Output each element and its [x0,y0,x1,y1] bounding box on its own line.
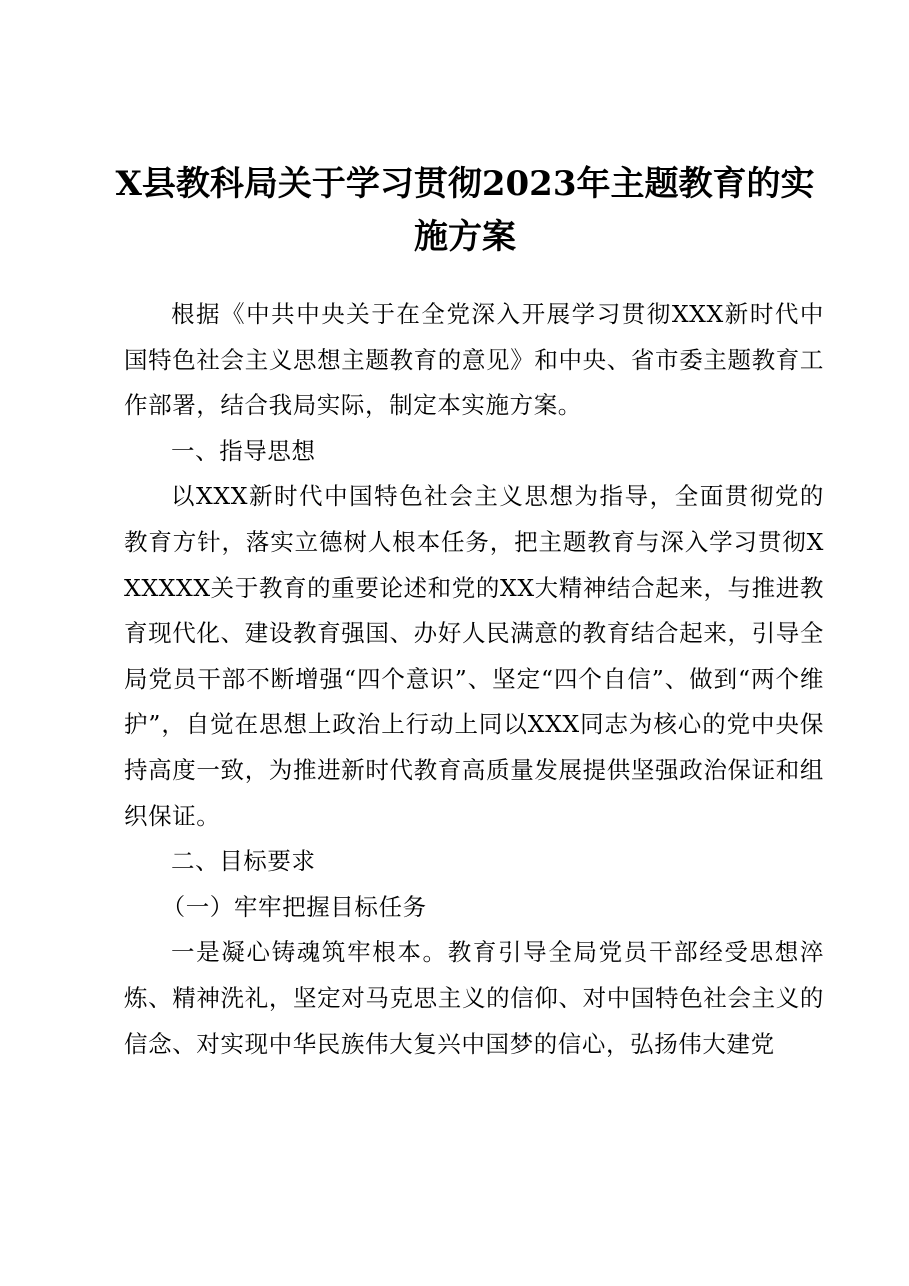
document-title: X县教科局关于学习贯彻2023年主题教育的实施方案 [115,164,815,257]
subsection-heading-targets: （一）牢牢把握目标任务 [161,892,427,921]
section-heading-goals: 二、目标要求 [171,847,316,876]
document-body [124,292,824,1067]
section-heading-guiding-thought: 一、指导思想 [171,436,316,465]
guiding-thought-paragraph: 以XXX新时代中国特色社会主义思想为指导，全面贯彻党的教育方针，落实立德树人根本任务，把主题教育与深入学习贯彻XXXXXX关于教育的重要论述和党的XX大精神结合起来，与推进教育现代化、建设教育强国、办好人民满意的教育结合起来，引导全局党员干部不断增强“四个意识”、坚定“四个自信”、做到“两个维护”，自觉在思想上政治上行动上同以XXX同志为核心的党中央保持高度一致，为推进新时代教育高质量发展提供坚强政治保证和组织保证。 [124,482,824,830]
intro-paragraph: 根据《中共中央关于在全党深入开展学习贯彻XXX新时代中国特色社会主义思想主题教育的意见》和中央、省市委主题教育工作部署，结合我局实际，制定本实施方案。 [124,300,824,420]
targets-paragraph: 一是凝心铸魂筑牢根本。教育引导全局党员干部经受思想淬炼、精神洗礼，坚定对马克思主义的信仰、对中国特色社会主义的信念、对实现中华民族伟大复兴中国梦的信心，弘扬伟大建党 [124,938,824,1058]
